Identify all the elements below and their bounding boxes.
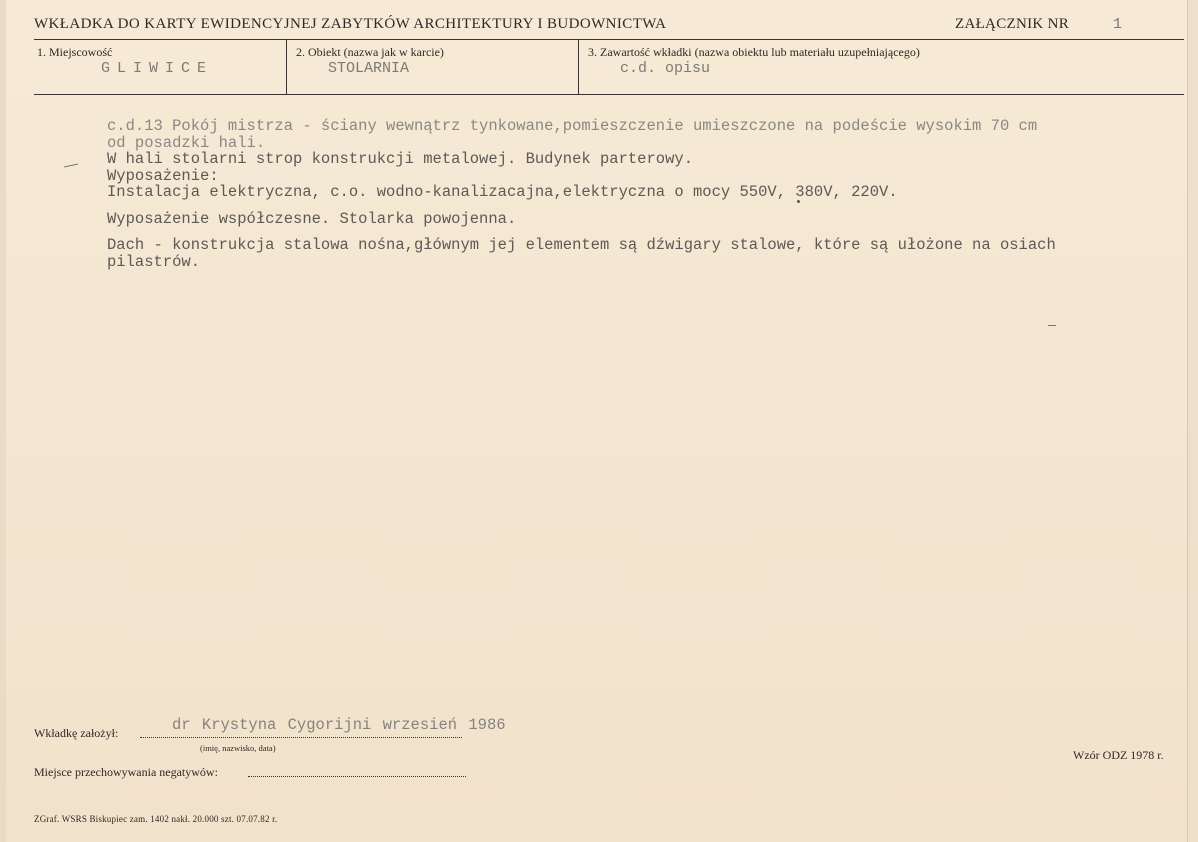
paragraph-gap: [107, 201, 1167, 211]
description-body: [107, 118, 1167, 270]
storage-label: Miejsce przechowywania negatywów:: [34, 765, 218, 779]
field-divider-1: [286, 40, 287, 94]
fields-rule: [34, 94, 1184, 95]
description-line: c.d.13 Pokój mistrza - ściany wewnątrz tynkowane,pomieszczenie umieszczone na podeście wysokim 70 cm: [107, 117, 1038, 135]
print-info: ZGraf. WSRS Biskupiec zam. 1402 nakł. 20.000 szt. 07.07.82 r.: [34, 814, 278, 824]
card-title: [34, 16, 666, 33]
field-divider-2: [578, 40, 579, 94]
content-label: 3. Zawartość wkładki (nazwa obiektu lub materiału uzupełniającego): [588, 45, 920, 59]
description-line: od posadzki hali.: [107, 133, 266, 152]
locality-value: GLIWICE: [101, 60, 214, 77]
description-line: Wyposażenie:: [107, 166, 219, 185]
pencil-mark: [64, 164, 78, 168]
card-title-text: WKŁADKA DO KARTY EWIDENCYJNEJ ZABYTKÓW ARCHITEKTURY I BUDOWNICTWA: [34, 16, 667, 32]
card-left-edge: [0, 0, 6, 842]
created-by-line: [140, 737, 462, 738]
form-code: Wzór ODZ 1978 r.: [1073, 748, 1164, 762]
description-line: pilastrów.: [107, 252, 201, 271]
description-line: W hali stolarni strop konstrukcji metalowej. Budynek parterowy.: [107, 150, 693, 168]
ink-mark: [1048, 325, 1056, 326]
description-line: Instalacja elektryczna, c.o. wodno-kanalizacajna,elektryczna o mocy 550V, 380V, 220V.: [107, 183, 898, 201]
annex-number: 1: [1113, 16, 1123, 33]
annex-label: ZAŁĄCZNIK NR: [955, 16, 1070, 32]
locality-label: 1. Miejscowość: [37, 45, 113, 59]
storage-line: [248, 776, 466, 777]
object-label: 2. Obiekt (nazwa jak w karcie): [296, 45, 444, 59]
created-by-label: Wkładkę założył:: [34, 726, 119, 740]
card-right-edge: [1187, 0, 1198, 842]
content-value: c.d. opisu: [620, 60, 711, 77]
created-by-value: dr Krystyna Cygorijni wrzesień 1986: [172, 716, 506, 734]
created-by-hint: (imię, nazwisko, data): [200, 743, 276, 753]
description-line: Dach - konstrukcja stalowa nośna,głównym jej elementem są dźwigary stalowe, które są ułożone na osiach: [107, 236, 1056, 254]
description-line: Wyposażenie współczesne. Stolarka powojenna.: [107, 209, 517, 228]
object-value: STOLARNIA: [328, 60, 410, 77]
header-rule: [34, 39, 1184, 40]
